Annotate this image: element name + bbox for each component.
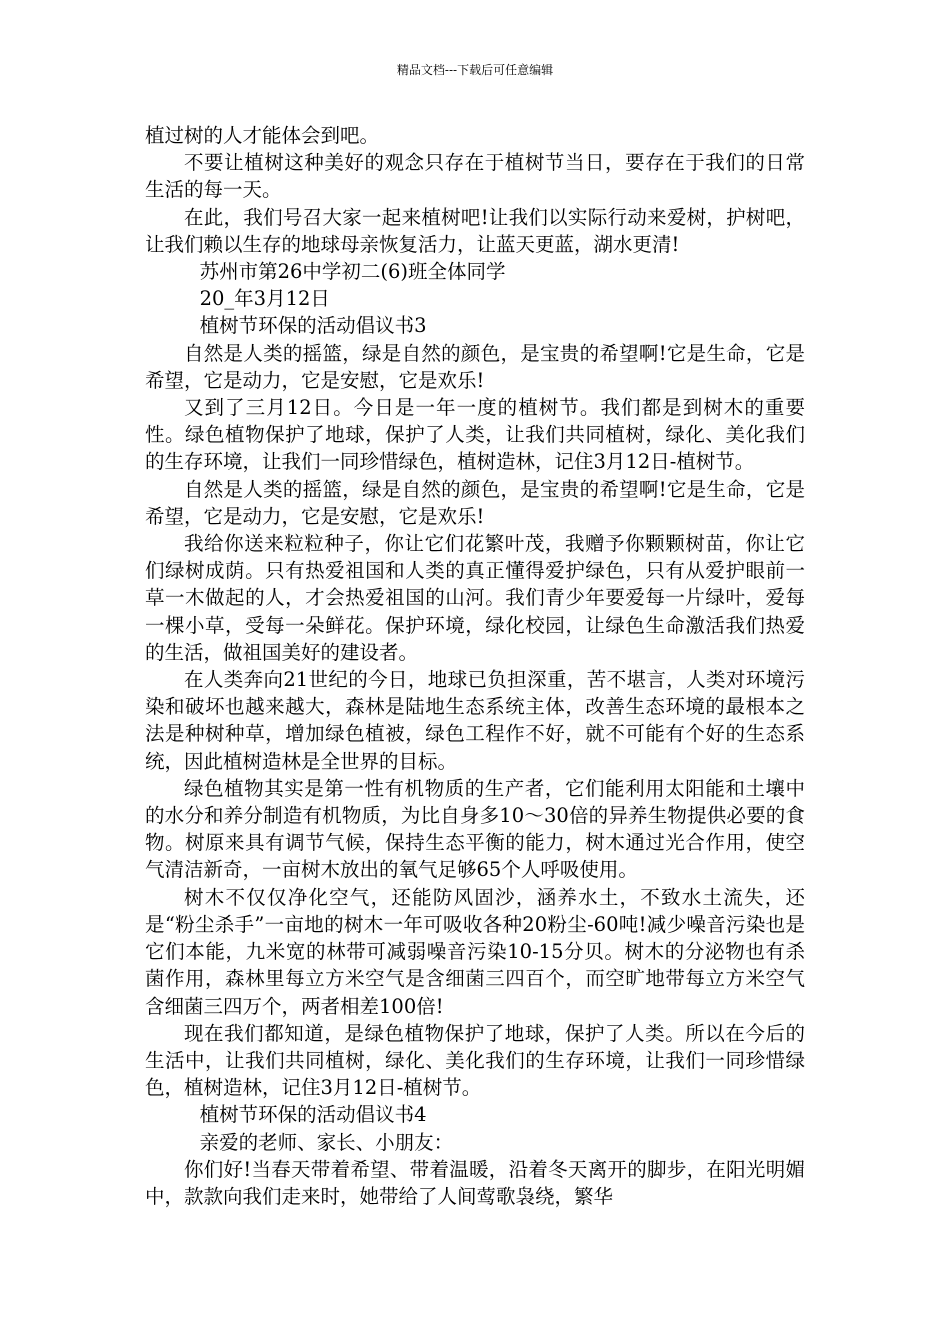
document-body — [145, 122, 805, 1210]
paragraph: 又到了三月12日。今日是一年一度的植树节。我们都是到树木的重要性。绿色植物保护了地球，保护了人类，让我们共同植树，绿化、美化我们的生存环境，让我们一同珍惜绿色，植树造林，记住3月12日-植树节。 — [145, 396, 805, 474]
paragraph: 植过树的人才能体会到吧。 — [145, 124, 380, 147]
paragraph: 自然是人类的摇篮，绿是自然的颜色，是宝贵的希望啊!它是生命，它是希望，它是动力，它是安慰，它是欢乐! — [145, 477, 805, 528]
salutation: 亲爱的老师、家长、小朋友： — [199, 1130, 454, 1154]
date-line: 20_年3月12日 — [199, 287, 330, 311]
paragraph: 绿色植物其实是第一性有机物质的生产者，它们能利用太阳能和土壤中的水分和养分制造有机物质，为比自身多10～30倍的异养生物提供必要的食物。树原来具有调节气候，保持生态平衡的能力，树木通过光合作用，使空气清洁新奇，一亩树木放出的氧气足够65个人呼吸使用。 — [145, 776, 805, 882]
paragraph: 在此，我们号召大家一起来植树吧!让我们以实际行动来爱树，护树吧，让我们赖以生存的地球母亲恢复活力，让蓝天更蓝，湖水更清! — [145, 205, 805, 256]
paragraph: 现在我们都知道，是绿色植物保护了地球，保护了人类。所以在今后的生活中，让我们共同植树，绿化、美化我们的生存环境，让我们一同珍惜绿色，植树造林，记住3月12日-植树节。 — [145, 1021, 805, 1100]
signature-line: 苏州市第26中学初二(6)班全体同学 — [199, 260, 506, 284]
paragraph: 不要让植树这种美好的观念只存在于植树节当日，要存在于我们的日常生活的每一天。 — [145, 151, 805, 202]
paragraph: 在人类奔向21世纪的今日，地球已负担深重，苦不堪言，人类对环境污染和破坏也越来越大，森林是陆地生态系统主体，改善生态环境的最根本之法是种树种草，增加绿色植被，绿色工程作不好，就不可能有个好的生态系统，因此植树造林是全世界的目标。 — [145, 668, 805, 773]
section-title: 植树节环保的活动倡议书3 — [199, 314, 427, 338]
paragraph: 你们好!当春天带着希望、带着温暖，沿着冬天离开的脚步，在阳光明媚中，款款向我们走来时，她带给了人间莺歌袅绕，繁华 — [145, 1157, 805, 1208]
paragraph: 我给你送来粒粒种子，你让它们花繁叶茂，我赠予你颗颗树苗，你让它们绿树成荫。只有热爱祖国和人类的真正懂得爱护绿色，只有从爱护眼前一草一木做起的人，才会热爱祖国的山河。我们青少年要爱每一片绿叶，爱每一棵小草，受每一朵鲜花。保护环境，绿化校园，让绿色生命激活我们热爱的生活，做祖国美好的建设者。 — [145, 532, 805, 664]
paragraph: 自然是人类的摇篮，绿是自然的颜色，是宝贵的希望啊!它是生命，它是希望，它是动力，它是安慰，它是欢乐! — [145, 341, 805, 392]
section-title: 植树节环保的活动倡议书4 — [199, 1103, 427, 1127]
page-header: 精品文档---下载后可任意编辑 — [396, 63, 554, 77]
paragraph: 树木不仅仅净化空气，还能防风固沙，涵养水土，不致水土流失，还是“粉尘杀手”一亩地的树木一年可吸收各种20粉尘-60吨!减少噪音污染也是它们本能，九米宽的林带可减弱噪音污染10-15分贝。树木的分泌物也有杀菌作用，森林里每立方米空气是含细菌三四百个，而空旷地带每立方米空气含细菌三四万个，两者相差100倍! — [145, 885, 805, 1018]
